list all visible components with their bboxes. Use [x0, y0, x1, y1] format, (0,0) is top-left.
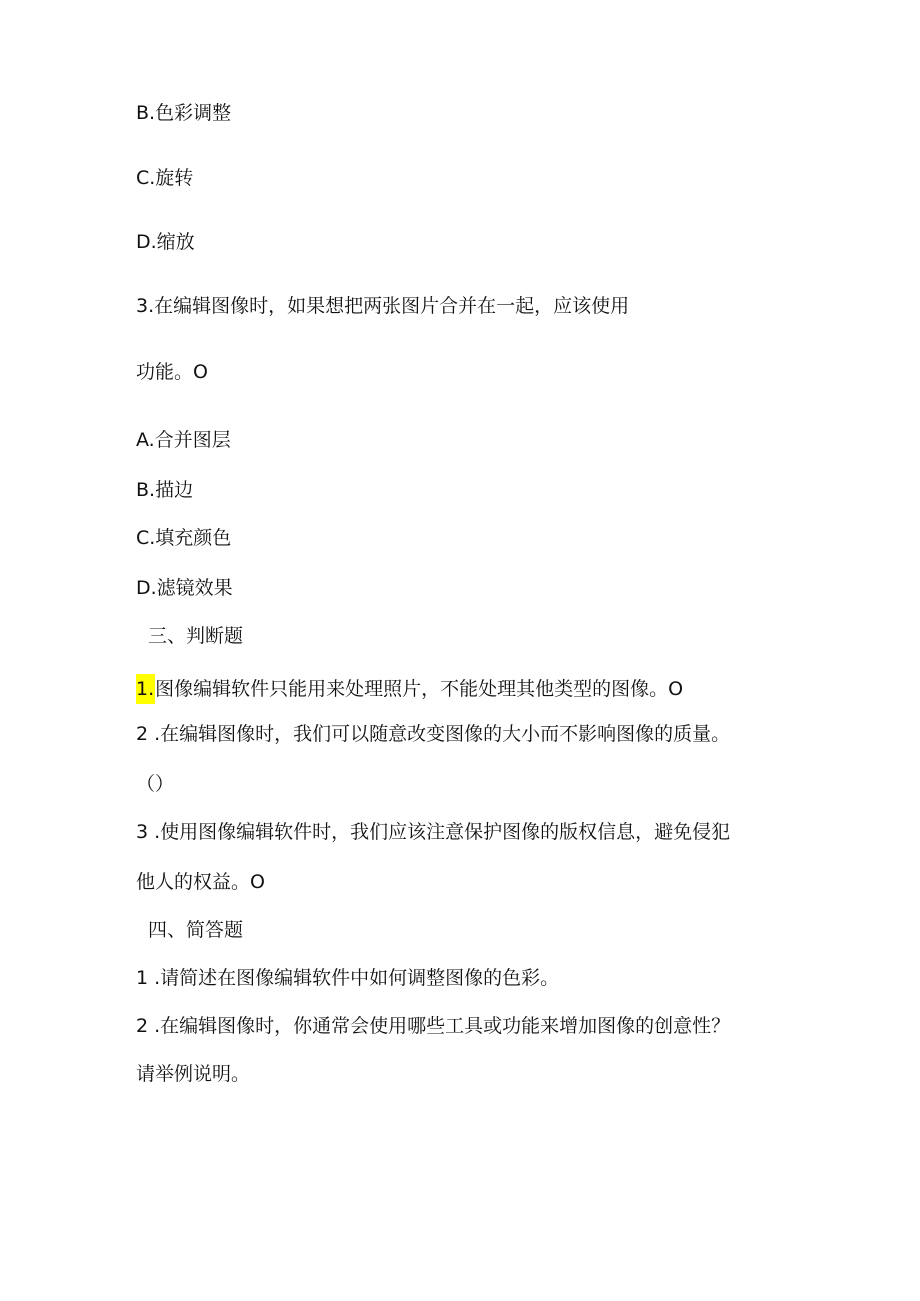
tf-question-3-continuation: 他人的权益。O	[136, 871, 265, 893]
option-d-filter-effect: D.滤镜效果	[136, 577, 233, 599]
option-d-scale: D.缩放	[136, 231, 195, 253]
tf-question-2: 2 .在编辑图像时，我们可以随意改变图像的大小而不影响图像的质量。	[136, 723, 731, 745]
option-b-stroke: B.描边	[136, 479, 194, 501]
tf-question-1	[136, 674, 683, 704]
question-3-text: 3.在编辑图像时，如果想把两张图片合并在一起，应该使用	[136, 295, 630, 317]
short-answer-2: 2 .在编辑图像时，你通常会使用哪些工具或功能来增加图像的创意性？	[136, 1015, 731, 1037]
option-a-merge-layers: A.合并图层	[136, 429, 231, 451]
option-c-fill-color: C.填充颜色	[136, 527, 232, 549]
answer-parentheses: （）	[136, 773, 175, 795]
short-answer-1: 1 .请简述在图像编辑软件中如何调整图像的色彩。	[136, 967, 560, 989]
section-heading-true-false: 三、判断题	[148, 625, 244, 647]
tf-question-1-text: 图像编辑软件只能用来处理照片，不能处理其他类型的图像。O	[155, 678, 684, 700]
section-heading-short-answer: 四、简答题	[148, 919, 244, 941]
question-3-continuation: 功能。O	[136, 361, 208, 383]
highlighted-number: 1.	[136, 674, 155, 704]
short-answer-2-continuation: 请举例说明。	[136, 1063, 251, 1085]
tf-question-3: 3 .使用图像编辑软件时，我们应该注意保护图像的版权信息，避免侵犯	[136, 821, 731, 843]
option-b-color-adjust: B.色彩调整	[136, 102, 232, 124]
option-c-rotate: C.旋转	[136, 167, 194, 189]
